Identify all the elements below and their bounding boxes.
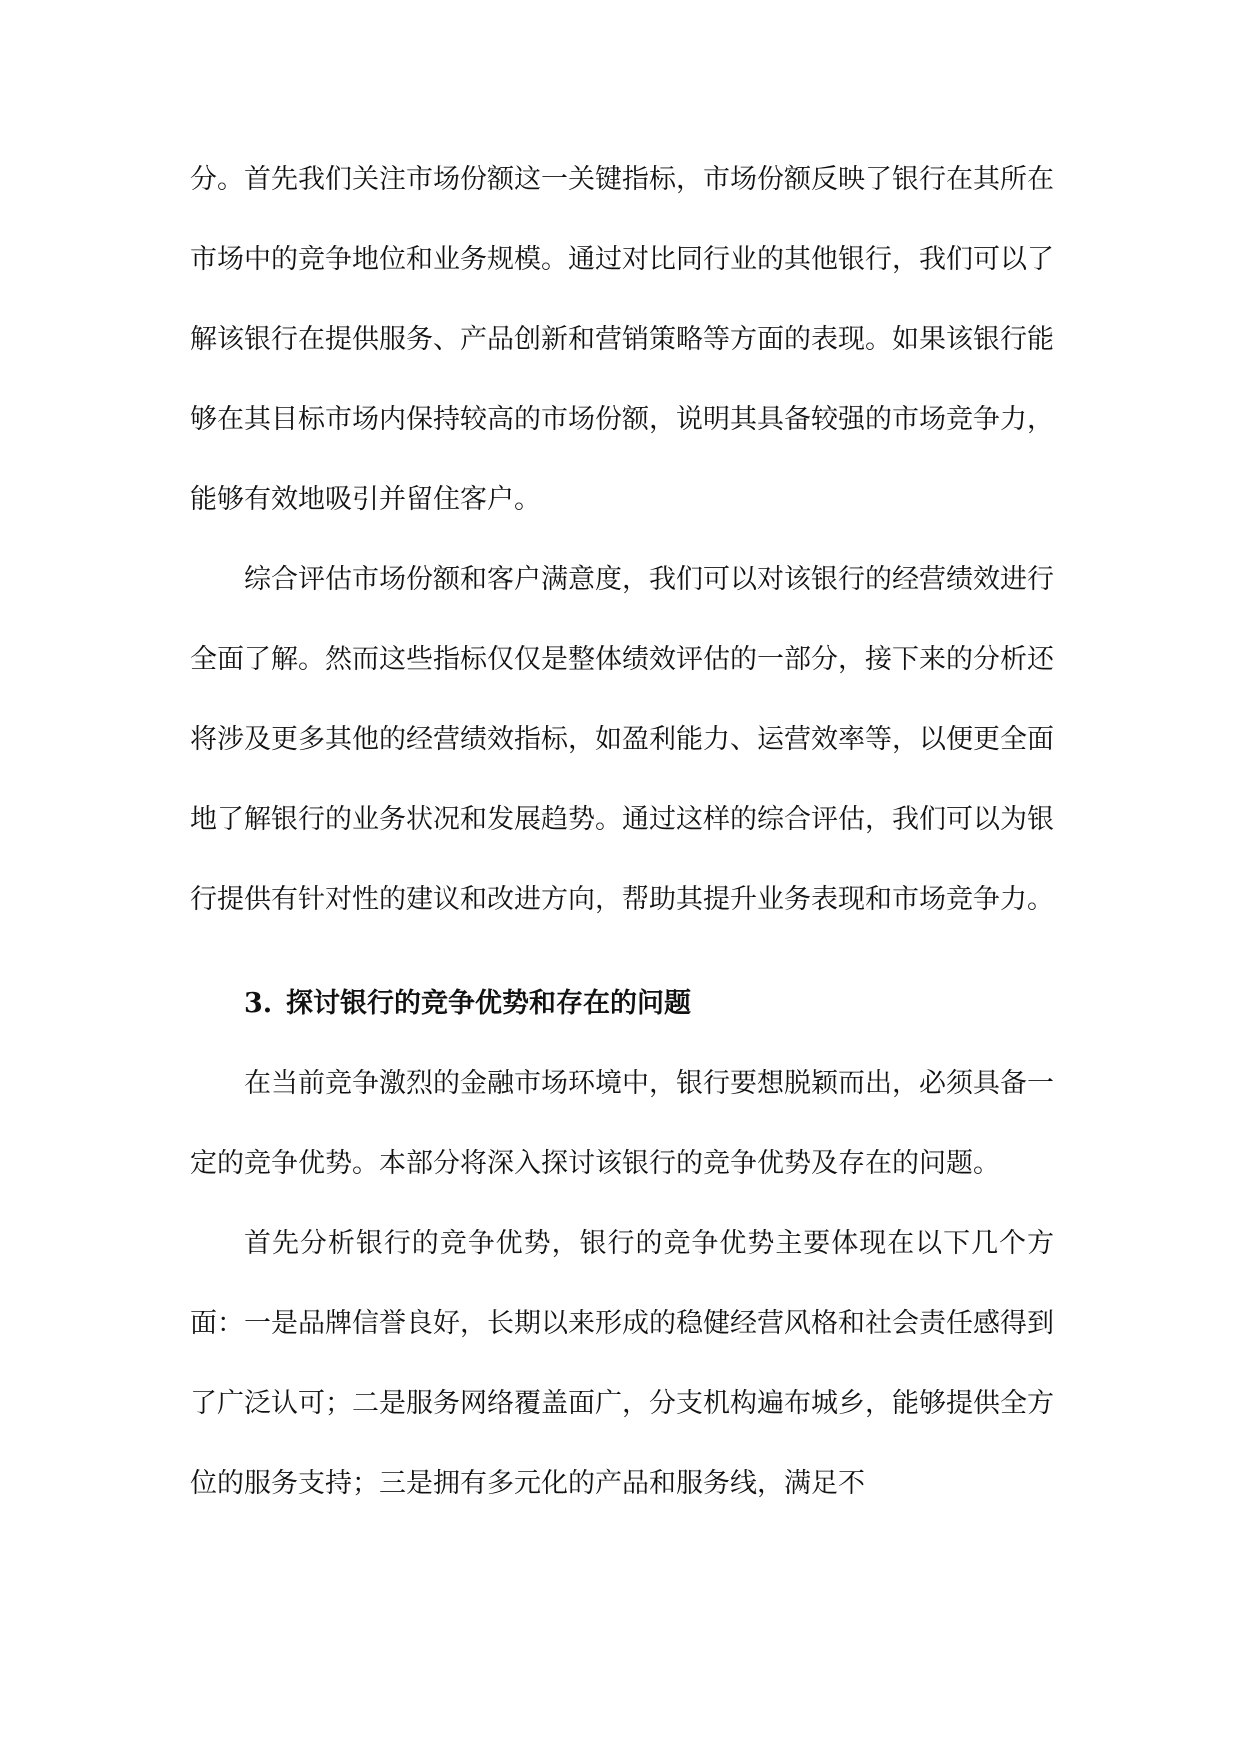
section-number: 3. — [244, 988, 273, 1019]
section-title: 探讨银行的竞争优势和存在的问题 — [286, 988, 691, 1019]
section-heading — [190, 964, 1054, 1044]
paragraph-overall-evaluation: 综合评估市场份额和客户满意度，我们可以对该银行的经营绩效进行全面了解。然而这些指标仅仅是整体绩效评估的一部分，接下来的分析还将涉及更多其他的经营绩效指标，如盈利能力、运营效率等，以便更全面地了解银行的业务状况和发展趋势。通过这样的综合评估，我们可以为银行提供有针对性的建议和改进方向，帮助其提升业务表现和市场竞争力。 — [190, 564, 1054, 915]
paragraph-competitive-advantages: 首先分析银行的竞争优势，银行的竞争优势主要体现在以下几个方面：一是品牌信誉良好，长期以来形成的稳健经营风格和社会责任感得到了广泛认可；二是服务网络覆盖面广，分支机构遍布城乡，能够提供全方位的服务支持；三是拥有多元化的产品和服务线，满足不 — [190, 1228, 1054, 1499]
document-body — [190, 140, 1054, 1524]
paragraph-intro: 在当前竞争激烈的金融市场环境中，银行要想脱颖而出，必须具备一定的竞争优势。本部分将深入探讨该银行的竞争优势及存在的问题。 — [190, 1068, 1054, 1179]
paragraph-continuation: 分。首先我们关注市场份额这一关键指标，市场份额反映了银行在其所在市场中的竞争地位和业务规模。通过对比同行业的其他银行，我们可以了解该银行在提供服务、产品创新和营销策略等方面的表现。如果该银行能够在其目标市场内保持较高的市场份额，说明其具备较强的市场竞争力，能够有效地吸引并留住客户。 — [190, 164, 1054, 515]
